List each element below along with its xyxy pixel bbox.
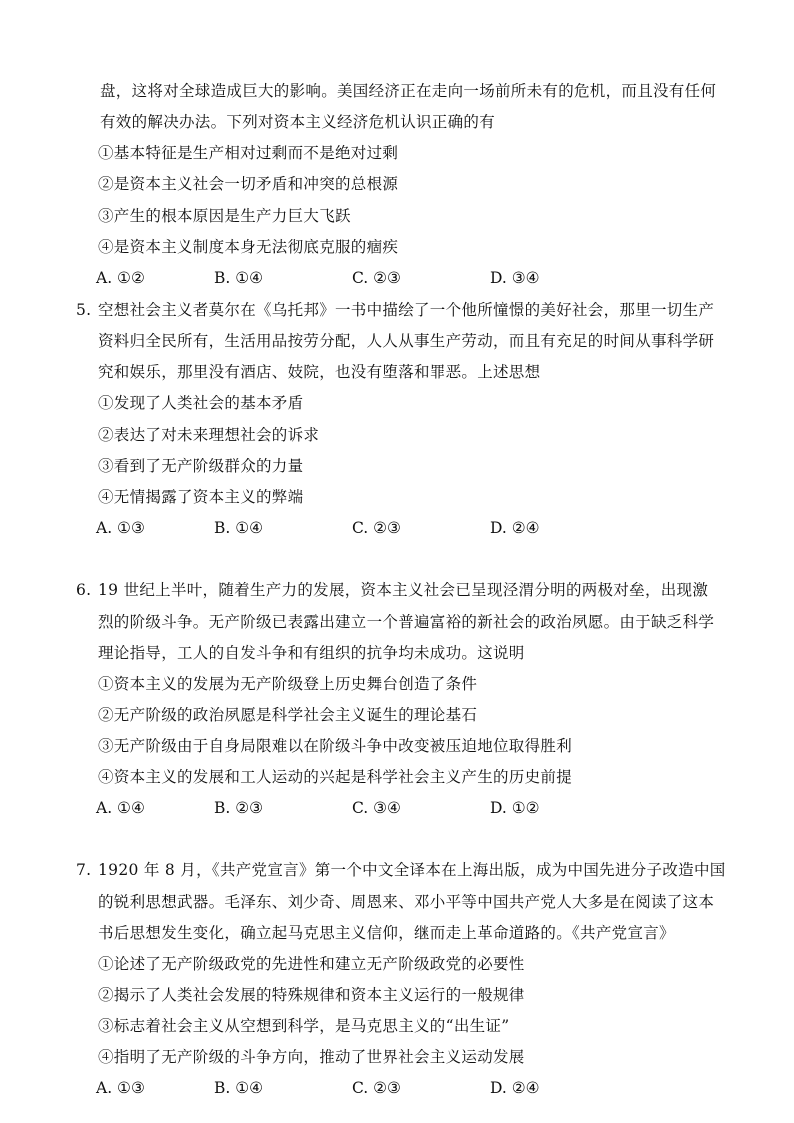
option-c[interactable]: C. ②③ — [352, 269, 401, 287]
statement-item: ②无产阶级的政治夙愿是科学社会主义诞生的理论基石 — [98, 706, 478, 724]
statement-item: ④是资本主义制度本身无法彻底克服的痼疾 — [98, 238, 399, 256]
statement-item: ④无情揭露了资本主义的弊端 — [98, 488, 304, 506]
answer-options — [96, 268, 656, 288]
statement-item: ③标志着社会主义从空想到科学，是马克思主义的“出生证” — [98, 1017, 510, 1035]
statement-item: ④资本主义的发展和工人运动的兴起是科学社会主义产生的历史前提 — [98, 768, 573, 786]
option-c[interactable]: C. ②③ — [352, 519, 401, 537]
question-text-line: 有效的解决办法。下列对资本主义经济危机认识正确的有 — [100, 113, 496, 131]
statement-item: ③无产阶级由于自身局限难以在阶级斗争中改变被压迫地位取得胜利 — [98, 737, 573, 755]
question-text-line: 烈的阶级斗争。无产阶级已表露出建立一个普遍富裕的新社会的政治夙愿。由于缺乏科学 — [98, 613, 715, 631]
statement-item: ②是资本主义社会一切矛盾和冲突的总根源 — [98, 175, 399, 193]
question-text-line: 理论指导，工人的自发斗争和有组织的抗争均未成功。这说明 — [98, 644, 525, 662]
question-text-line: 究和娱乐，那里没有酒店、妓院，也没有堕落和罪恶。上述思想 — [98, 363, 541, 381]
statement-item: ④指明了无产阶级的斗争方向，推动了世界社会主义运动发展 — [98, 1048, 525, 1066]
statement-item: ①资本主义的发展为无产阶级登上历史舞台创造了条件 — [98, 675, 478, 693]
answer-options — [96, 798, 656, 818]
statement-item: ③看到了无产阶级群众的力量 — [98, 457, 304, 475]
statement-item: ①发现了人类社会的基本矛盾 — [98, 394, 304, 412]
option-d[interactable]: D. ①② — [490, 799, 540, 817]
question-number: 5. — [76, 301, 92, 319]
option-d[interactable]: D. ②④ — [490, 519, 540, 537]
question-text-line: 1920 年 8 月，《共产党宣言》第一个中文全译本在上海出版，成为中国先进分子改造中国 — [98, 861, 726, 879]
answer-options — [96, 1078, 656, 1098]
option-c[interactable]: C. ③④ — [352, 799, 401, 817]
question-number: 6. — [76, 581, 92, 599]
question-text-line: 盘，这将对全球造成巨大的影响。美国经济正在走向一场前所未有的危机，而且没有任何 — [100, 82, 717, 100]
answer-options — [96, 518, 656, 538]
question-text-line: 资料归全民所有，生活用品按劳分配，人人从事生产劳动，而且有充足的时间从事科学研 — [98, 332, 715, 350]
statement-item: ②揭示了人类社会发展的特殊规律和资本主义运行的一般规律 — [98, 986, 525, 1004]
question-text-line: 19 世纪上半叶，随着生产力的发展，资本主义社会已呈现泾渭分明的两极对垒，出现激 — [98, 581, 709, 599]
option-a[interactable]: A. ①③ — [96, 1079, 145, 1097]
option-d[interactable]: D. ③④ — [490, 269, 540, 287]
option-d[interactable]: D. ②④ — [490, 1079, 540, 1097]
statement-item: ②表达了对未来理想社会的诉求 — [98, 426, 320, 444]
option-a[interactable]: A. ①② — [96, 269, 145, 287]
option-c[interactable]: C. ②③ — [352, 1079, 401, 1097]
statement-item: ③产生的根本原因是生产力巨大飞跃 — [98, 207, 351, 225]
statement-item: ①论述了无产阶级政党的先进性和建立无产阶级政党的必要性 — [98, 955, 525, 973]
option-b[interactable]: B. ①④ — [214, 1079, 264, 1097]
statement-item: ①基本特征是生产相对过剩而不是绝对过剩 — [98, 144, 399, 162]
question-number: 7. — [76, 861, 92, 879]
option-b[interactable]: B. ②③ — [214, 799, 264, 817]
option-a[interactable]: A. ①③ — [96, 519, 145, 537]
question-text-line: 书后思想发生变化，确立起马克思主义信仰，继而走上革命道路的。《共产党宣言》 — [98, 924, 675, 942]
option-a[interactable]: A. ①④ — [96, 799, 145, 817]
option-b[interactable]: B. ①④ — [214, 269, 264, 287]
question-text-line: 的锐利思想武器。毛泽东、刘少奇、周恩来、邓小平等中国共产党人大多是在阅读了这本 — [98, 893, 715, 911]
question-text-line: 空想社会主义者莫尔在《乌托邦》一书中描绘了一个他所憧憬的美好社会，那里一切生产 — [98, 301, 715, 319]
option-b[interactable]: B. ①④ — [214, 519, 264, 537]
